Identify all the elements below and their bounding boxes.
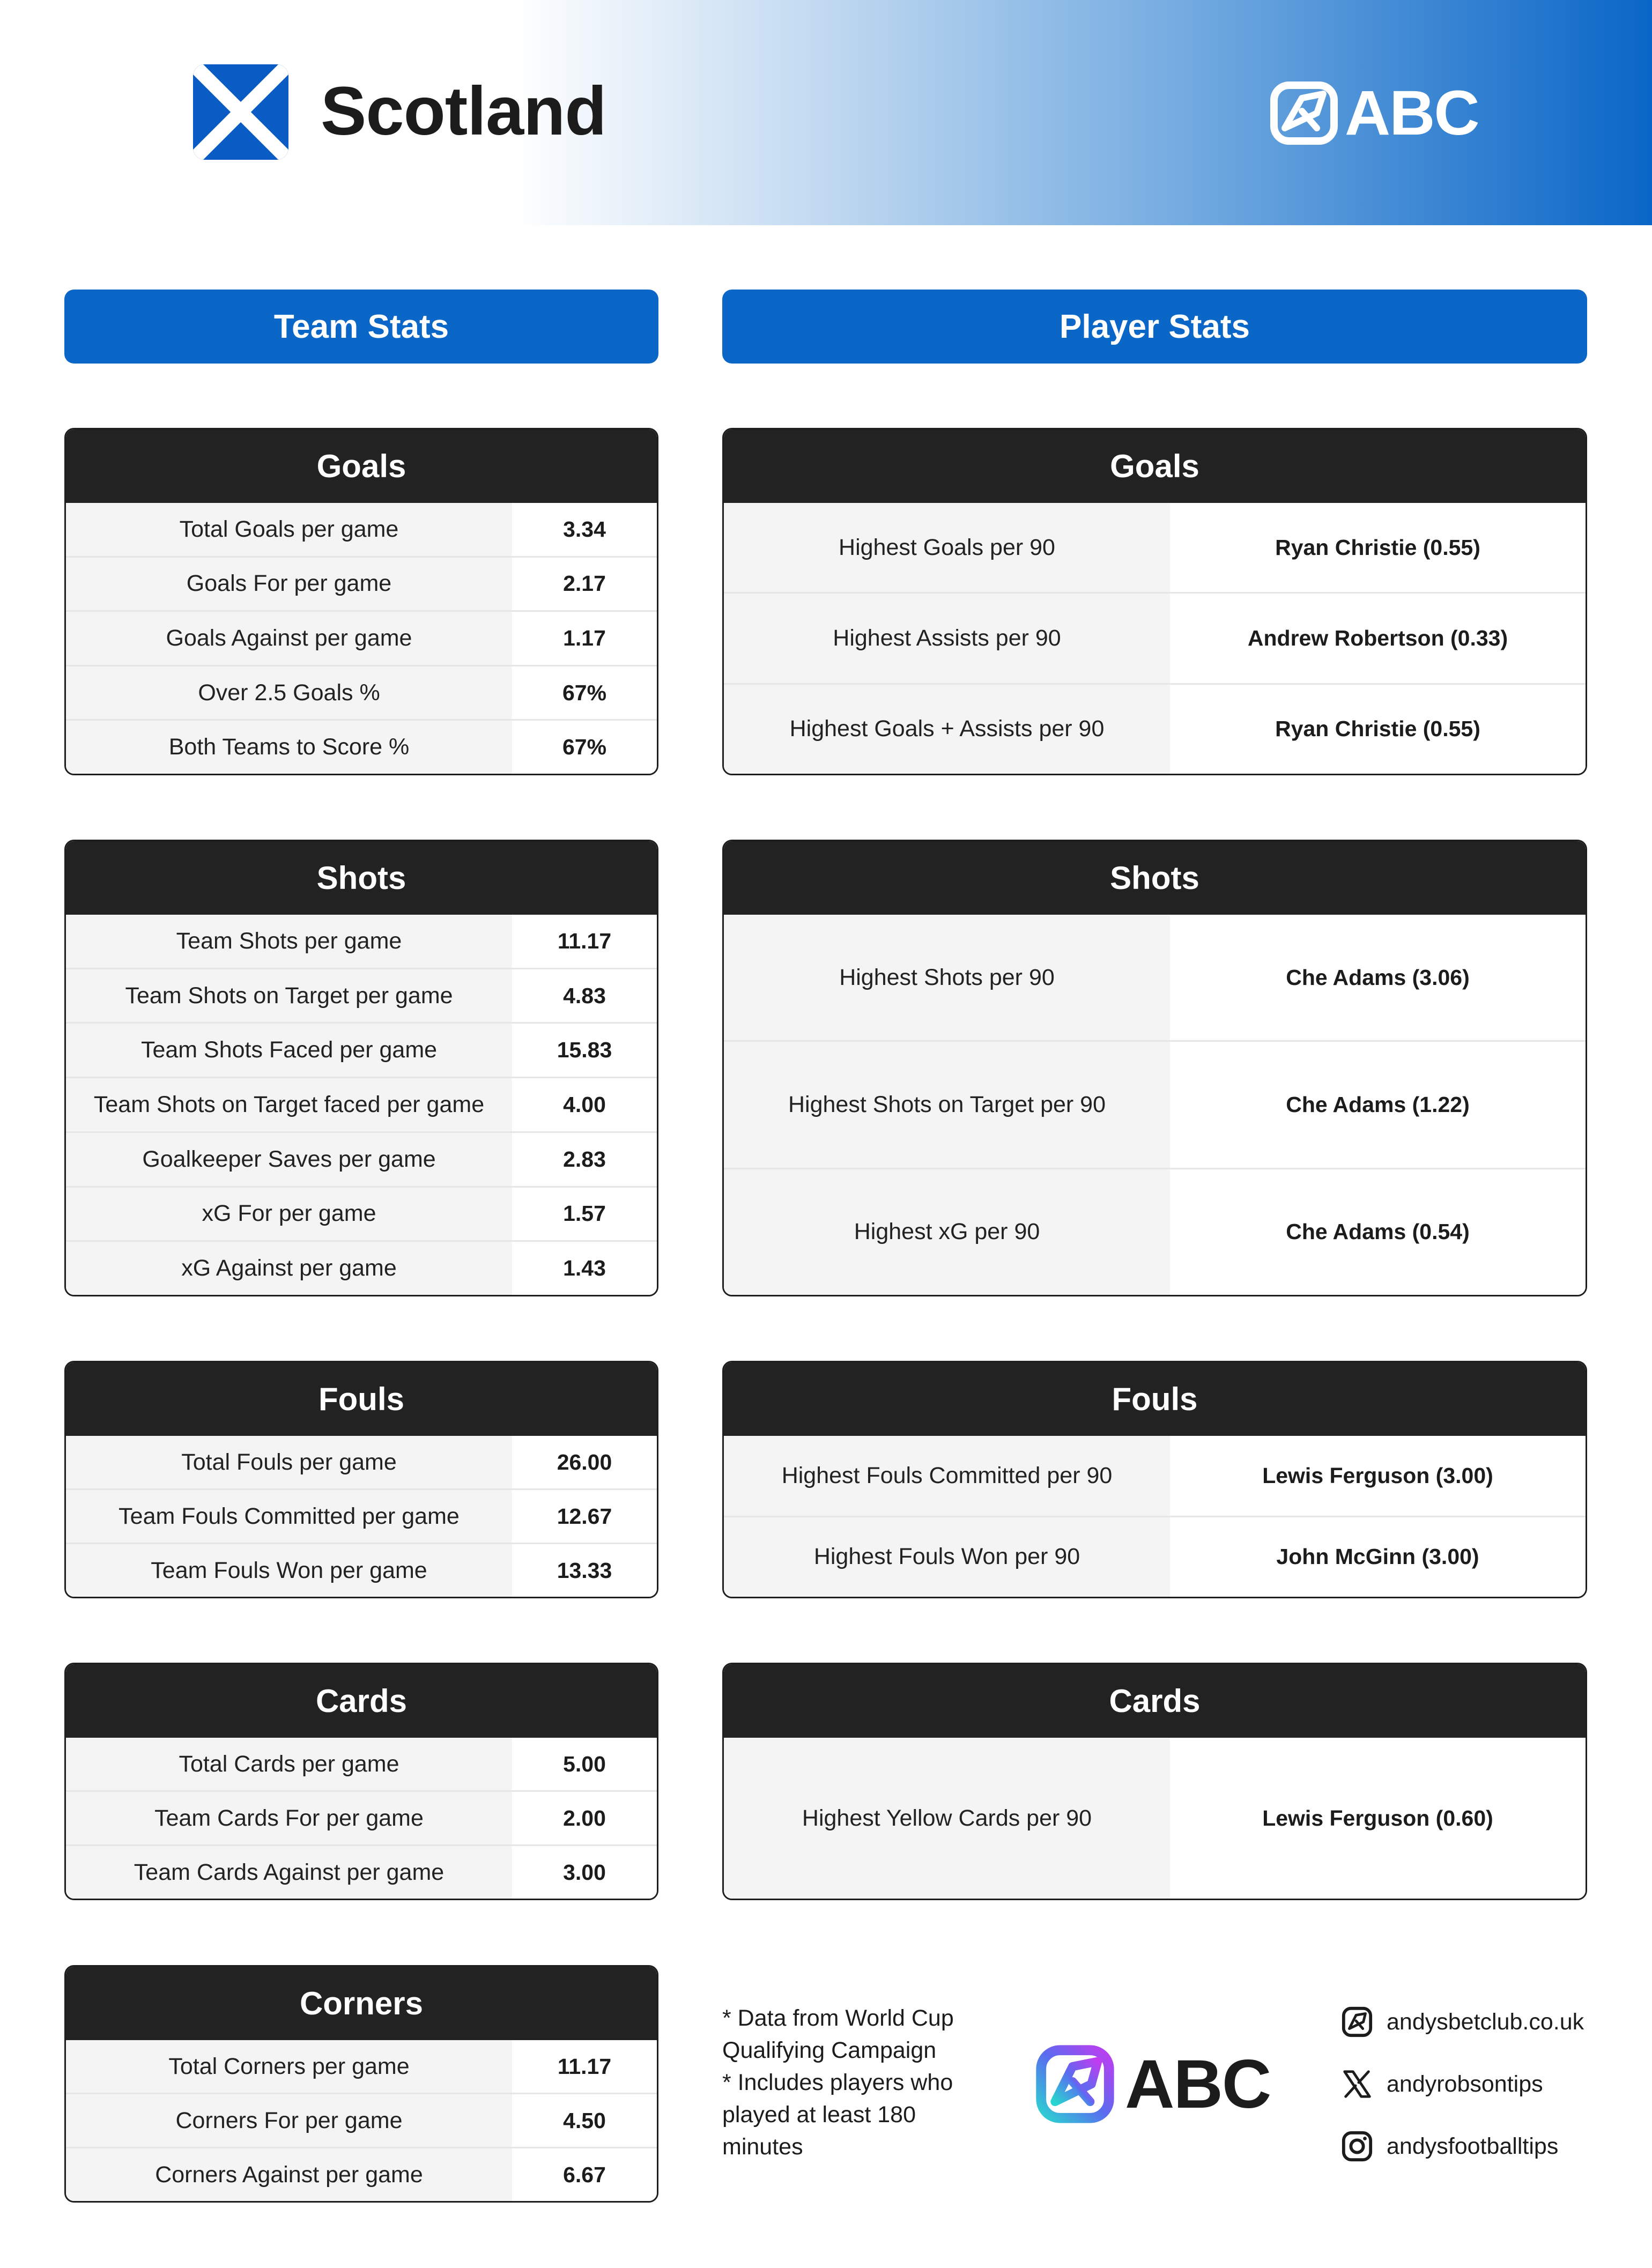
player-value: Che Adams (3.06) bbox=[1170, 915, 1586, 1040]
player-shots-card bbox=[722, 840, 1587, 1296]
footnote-line: * Includes players who bbox=[722, 2070, 953, 2095]
table-row bbox=[66, 503, 657, 556]
social-website-text: andysbetclub.co.uk bbox=[1387, 2008, 1584, 2035]
team-goals-card bbox=[64, 428, 658, 775]
table-row bbox=[724, 1516, 1586, 1597]
player-value: John McGinn (3.00) bbox=[1170, 1517, 1586, 1597]
table-row bbox=[724, 915, 1586, 1040]
stat-value: 11.17 bbox=[512, 915, 657, 968]
card-title: Fouls bbox=[66, 1362, 657, 1436]
table-row bbox=[66, 1240, 657, 1295]
stat-label: Team Shots Faced per game bbox=[66, 1024, 512, 1077]
instagram-icon bbox=[1340, 2130, 1374, 2163]
table-row bbox=[66, 719, 657, 774]
footer-brand-name: ABC bbox=[1125, 2046, 1271, 2123]
table-row bbox=[724, 683, 1586, 774]
page-title: Scotland bbox=[321, 73, 606, 150]
footnote-line: minutes bbox=[722, 2134, 803, 2160]
table-row bbox=[66, 556, 657, 611]
player-value: Lewis Ferguson (3.00) bbox=[1170, 1436, 1586, 1516]
table-row bbox=[66, 968, 657, 1022]
stat-label: Team Shots per game bbox=[66, 915, 512, 968]
stat-value: 26.00 bbox=[512, 1436, 657, 1488]
stat-value: 6.67 bbox=[512, 2148, 657, 2201]
stat-value: 2.00 bbox=[512, 1792, 657, 1844]
social-website[interactable] bbox=[1340, 2005, 1584, 2039]
team-fouls-card bbox=[64, 1361, 658, 1598]
header-banner bbox=[0, 0, 1652, 225]
table-row bbox=[724, 503, 1586, 592]
social-instagram[interactable] bbox=[1340, 2130, 1558, 2163]
player-goals-card bbox=[722, 428, 1587, 775]
stat-value: 11.17 bbox=[512, 2040, 657, 2093]
card-title: Cards bbox=[724, 1664, 1586, 1738]
table-row bbox=[66, 2147, 657, 2201]
abc-logo-icon bbox=[1340, 2005, 1374, 2039]
card-title: Shots bbox=[66, 841, 657, 915]
player-stats-heading: Player Stats bbox=[722, 290, 1587, 364]
player-value: Ryan Christie (0.55) bbox=[1170, 503, 1586, 592]
team-stats-heading: Team Stats bbox=[64, 290, 658, 364]
brand-name: ABC bbox=[1345, 78, 1479, 149]
stat-value: 5.00 bbox=[512, 1738, 657, 1790]
player-value: Andrew Robertson (0.33) bbox=[1170, 594, 1586, 683]
footnote-line: * Data from World Cup bbox=[722, 2005, 954, 2031]
table-row bbox=[66, 915, 657, 968]
table-row bbox=[66, 2093, 657, 2147]
stat-label: Goals For per game bbox=[66, 558, 512, 611]
team-corners-card bbox=[64, 1965, 658, 2203]
stat-value: 2.83 bbox=[512, 1133, 657, 1186]
stat-label: Team Shots on Target faced per game bbox=[66, 1078, 512, 1131]
card-title: Corners bbox=[66, 1967, 657, 2040]
stat-label: Team Cards For per game bbox=[66, 1792, 512, 1844]
card-title: Goals bbox=[66, 429, 657, 503]
table-row bbox=[66, 1022, 657, 1077]
stat-value: 12.67 bbox=[512, 1490, 657, 1543]
stat-label: Over 2.5 Goals % bbox=[66, 666, 512, 720]
abc-gradient-logo-icon bbox=[1035, 2044, 1115, 2124]
stat-value: 3.00 bbox=[512, 1846, 657, 1899]
stat-value: 13.33 bbox=[512, 1544, 657, 1597]
social-instagram-text: andysfootballtips bbox=[1387, 2133, 1559, 2159]
table-row bbox=[66, 1131, 657, 1186]
stat-label: Highest Yellow Cards per 90 bbox=[724, 1738, 1170, 1899]
stat-label: xG Against per game bbox=[66, 1242, 512, 1295]
player-value: Ryan Christie (0.55) bbox=[1170, 685, 1586, 774]
stat-label: Total Goals per game bbox=[66, 503, 512, 556]
stat-value: 1.43 bbox=[512, 1242, 657, 1295]
stat-label: Highest Shots per 90 bbox=[724, 915, 1170, 1040]
stat-label: Team Shots on Target per game bbox=[66, 969, 512, 1022]
stat-value: 67% bbox=[512, 721, 657, 774]
stat-value: 3.34 bbox=[512, 503, 657, 556]
stat-value: 2.17 bbox=[512, 558, 657, 611]
social-x-text: andyrobsontips bbox=[1387, 2071, 1543, 2097]
table-row bbox=[724, 1738, 1586, 1899]
player-value: Lewis Ferguson (0.60) bbox=[1170, 1738, 1586, 1899]
stat-label: Total Cards per game bbox=[66, 1738, 512, 1790]
stat-label: Highest Goals per 90 bbox=[724, 503, 1170, 592]
stat-label: Goals Against per game bbox=[66, 612, 512, 665]
stat-label: Total Fouls per game bbox=[66, 1436, 512, 1488]
stat-label: Team Cards Against per game bbox=[66, 1846, 512, 1899]
stat-value: 1.17 bbox=[512, 612, 657, 665]
stat-label: Highest Assists per 90 bbox=[724, 594, 1170, 683]
table-row bbox=[724, 592, 1586, 683]
stat-label: Highest xG per 90 bbox=[724, 1169, 1170, 1295]
stat-value: 4.50 bbox=[512, 2094, 657, 2147]
stat-value: 15.83 bbox=[512, 1024, 657, 1077]
stat-label: Corners Against per game bbox=[66, 2148, 512, 2201]
table-row bbox=[66, 1436, 657, 1488]
table-row bbox=[724, 1436, 1586, 1516]
card-title: Goals bbox=[724, 429, 1586, 503]
table-row bbox=[66, 1186, 657, 1241]
stat-label: xG For per game bbox=[66, 1188, 512, 1241]
scotland-flag-icon bbox=[193, 64, 288, 160]
x-logo-icon bbox=[1340, 2067, 1374, 2101]
table-row bbox=[66, 1844, 657, 1899]
team-shots-card bbox=[64, 840, 658, 1296]
stat-label: Team Fouls Won per game bbox=[66, 1544, 512, 1597]
stat-value: 67% bbox=[512, 666, 657, 720]
stat-label: Both Teams to Score % bbox=[66, 721, 512, 774]
team-cards-card bbox=[64, 1663, 658, 1900]
player-fouls-card bbox=[722, 1361, 1587, 1598]
abc-logo-icon bbox=[1270, 80, 1338, 146]
stat-label: Team Fouls Committed per game bbox=[66, 1490, 512, 1543]
table-row bbox=[66, 665, 657, 720]
player-cards-card bbox=[722, 1663, 1587, 1900]
table-row bbox=[724, 1040, 1586, 1167]
table-row bbox=[724, 1168, 1586, 1295]
stat-label: Total Corners per game bbox=[66, 2040, 512, 2093]
stat-label: Highest Shots on Target per 90 bbox=[724, 1042, 1170, 1167]
table-row bbox=[66, 1738, 657, 1790]
stat-value: 4.00 bbox=[512, 1078, 657, 1131]
card-title: Cards bbox=[66, 1664, 657, 1738]
player-value: Che Adams (1.22) bbox=[1170, 1042, 1586, 1167]
stat-value: 1.57 bbox=[512, 1188, 657, 1241]
stat-label: Corners For per game bbox=[66, 2094, 512, 2147]
table-row bbox=[66, 2040, 657, 2093]
stat-label: Goalkeeper Saves per game bbox=[66, 1133, 512, 1186]
footnote bbox=[722, 2002, 1001, 2163]
table-row bbox=[66, 1488, 657, 1543]
table-row bbox=[66, 610, 657, 665]
card-title: Fouls bbox=[724, 1362, 1586, 1436]
stat-label: Highest Fouls Won per 90 bbox=[724, 1517, 1170, 1597]
footnote-line: played at least 180 bbox=[722, 2102, 916, 2128]
social-x[interactable] bbox=[1340, 2067, 1543, 2101]
player-value: Che Adams (0.54) bbox=[1170, 1169, 1586, 1295]
table-row bbox=[66, 1077, 657, 1131]
table-row bbox=[66, 1790, 657, 1844]
card-title: Shots bbox=[724, 841, 1586, 915]
stat-label: Highest Fouls Committed per 90 bbox=[724, 1436, 1170, 1516]
footnote-line: Qualifying Campaign bbox=[722, 2037, 937, 2063]
stat-value: 4.83 bbox=[512, 969, 657, 1022]
stat-label: Highest Goals + Assists per 90 bbox=[724, 685, 1170, 774]
table-row bbox=[66, 1543, 657, 1597]
